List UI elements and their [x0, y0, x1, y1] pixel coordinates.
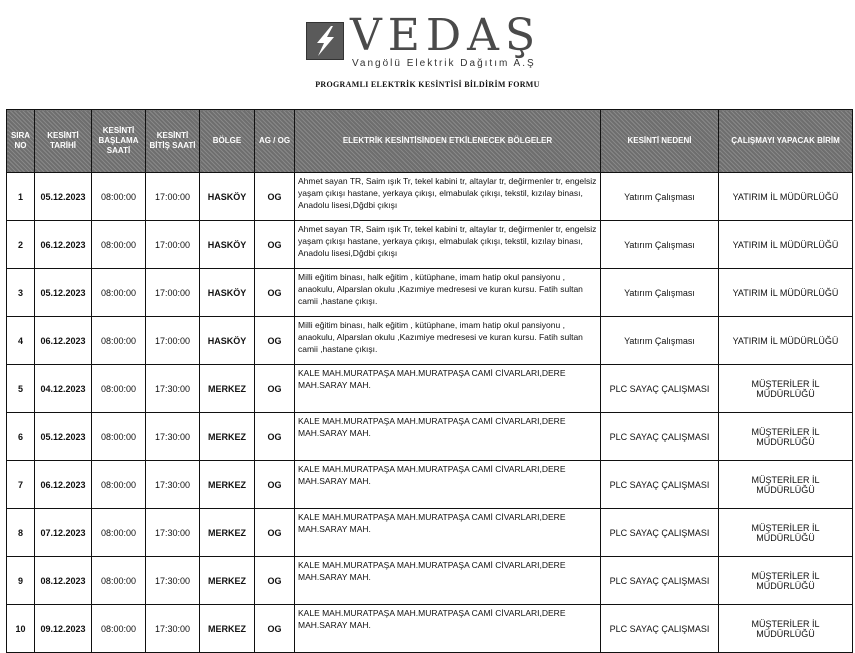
end-time-cell: 17:30:00	[146, 413, 200, 461]
outage-reason-cell: PLC SAYAÇ ÇALIŞMASI	[601, 461, 719, 509]
end-time-cell: 17:00:00	[146, 317, 200, 365]
region-cell: HASKÖY	[200, 221, 255, 269]
start-time-cell: 08:00:00	[92, 317, 146, 365]
outage-date-cell: 07.12.2023	[35, 509, 92, 557]
row-number-cell: 6	[7, 413, 35, 461]
header-areas: ELEKTRİK KESİNTİSİNDEN ETKİLENECEK BÖLGELER	[295, 110, 601, 173]
outage-date-cell: 09.12.2023	[35, 605, 92, 653]
outage-date-cell: 08.12.2023	[35, 557, 92, 605]
voltage-level-cell: OG	[255, 365, 295, 413]
table-row	[7, 557, 853, 605]
end-time-cell: 17:30:00	[146, 509, 200, 557]
voltage-level-cell: OG	[255, 413, 295, 461]
responsible-unit-cell: MÜŞTERİLER İL MÜDÜRLÜĞÜ	[719, 365, 853, 413]
start-time-cell: 08:00:00	[92, 509, 146, 557]
outage-date-cell: 05.12.2023	[35, 413, 92, 461]
table-row	[7, 413, 853, 461]
start-time-cell: 08:00:00	[92, 413, 146, 461]
start-time-cell: 08:00:00	[92, 365, 146, 413]
row-number-cell: 8	[7, 509, 35, 557]
table-row	[7, 269, 853, 317]
row-number-cell: 1	[7, 173, 35, 221]
region-cell: MERKEZ	[200, 557, 255, 605]
end-time-cell: 17:00:00	[146, 269, 200, 317]
region-cell: HASKÖY	[200, 173, 255, 221]
header-end: KESİNTİ BİTİŞ SAATİ	[146, 110, 200, 173]
outage-date-cell: 04.12.2023	[35, 365, 92, 413]
affected-areas-cell: KALE MAH.MURATPAŞA MAH.MURATPAŞA CAMİ CİVARLARI,DERE MAH.SARAY MAH.	[295, 557, 601, 605]
responsible-unit-cell: YATIRIM İL MÜDÜRLÜĞÜ	[719, 317, 853, 365]
region-cell: MERKEZ	[200, 461, 255, 509]
affected-areas-cell: Milli eğitim binası, halk eğitim , kütüphane, imam hatip okul pansiyonu , anaokulu, Alparslan okulu ,Kazımiye medresesi ve kuran kursu. Fatih sultan camii ,hastane çıkışı.	[295, 269, 601, 317]
voltage-level-cell: OG	[255, 221, 295, 269]
voltage-level-cell: OG	[255, 461, 295, 509]
row-number-cell: 2	[7, 221, 35, 269]
outage-date-cell: 06.12.2023	[35, 221, 92, 269]
header-reason: KESİNTİ NEDENİ	[601, 110, 719, 173]
table-row	[7, 221, 853, 269]
affected-areas-cell: KALE MAH.MURATPAŞA MAH.MURATPAŞA CAMİ CİVARLARI,DERE MAH.SARAY MAH.	[295, 461, 601, 509]
header-no: SIRA NO	[7, 110, 35, 173]
row-number-cell: 5	[7, 365, 35, 413]
brand-name: VEDAŞ	[350, 10, 542, 61]
region-cell: MERKEZ	[200, 413, 255, 461]
outage-date-cell: 06.12.2023	[35, 317, 92, 365]
voltage-level-cell: OG	[255, 605, 295, 653]
header-unit: ÇALIŞMAYI YAPACAK BİRİM	[719, 110, 853, 173]
affected-areas-cell: Milli eğitim binası, halk eğitim , kütüphane, imam hatip okul pansiyonu , anaokulu, Alparslan okulu ,Kazımiye medresesi ve kuran kursu. Fatih sultan camii ,hastane çıkışı.	[295, 317, 601, 365]
row-number-cell: 10	[7, 605, 35, 653]
responsible-unit-cell: YATIRIM İL MÜDÜRLÜĞÜ	[719, 173, 853, 221]
row-number-cell: 7	[7, 461, 35, 509]
outage-date-cell: 06.12.2023	[35, 461, 92, 509]
start-time-cell: 08:00:00	[92, 461, 146, 509]
voltage-level-cell: OG	[255, 269, 295, 317]
voltage-level-cell: OG	[255, 509, 295, 557]
row-number-cell: 4	[7, 317, 35, 365]
responsible-unit-cell: YATIRIM İL MÜDÜRLÜĞÜ	[719, 269, 853, 317]
table-header-row	[7, 110, 853, 173]
start-time-cell: 08:00:00	[92, 557, 146, 605]
responsible-unit-cell: MÜŞTERİLER İL MÜDÜRLÜĞÜ	[719, 461, 853, 509]
table-row	[7, 509, 853, 557]
end-time-cell: 17:30:00	[146, 605, 200, 653]
region-cell: MERKEZ	[200, 509, 255, 557]
responsible-unit-cell: MÜŞTERİLER İL MÜDÜRLÜĞÜ	[719, 413, 853, 461]
end-time-cell: 17:30:00	[146, 365, 200, 413]
affected-areas-cell: Ahmet sayan TR, Saim ışık Tr, tekel kabini tr, altaylar tr, değirmenler tr, engelsiz yaşam çıkışı hastane, yerkaya çıkışı, elmabulak çıkışı, tekstil, kızılay binası, Anadolu lisesi,Dğdbi çıkışı	[295, 221, 601, 269]
form-title: PROGRAMLI ELEKTRİK KESİNTİSİ BİLDİRİM FORMU	[315, 80, 540, 89]
end-time-cell: 17:00:00	[146, 221, 200, 269]
start-time-cell: 08:00:00	[92, 269, 146, 317]
document-header	[0, 0, 855, 108]
table-row	[7, 365, 853, 413]
affected-areas-cell: Ahmet sayan TR, Saim ışık Tr, tekel kabini tr, altaylar tr, değirmenler tr, engelsiz yaşam çıkışı hastane, yerkaya çıkışı, elmabulak çıkışı, tekstil, kızılay binası, Anadolu lisesi,Dğdbi çıkışı	[295, 173, 601, 221]
table-row	[7, 173, 853, 221]
affected-areas-cell: KALE MAH.MURATPAŞA MAH.MURATPAŞA CAMİ CİVARLARI,DERE MAH.SARAY MAH.	[295, 365, 601, 413]
region-cell: HASKÖY	[200, 317, 255, 365]
voltage-level-cell: OG	[255, 557, 295, 605]
region-cell: MERKEZ	[200, 365, 255, 413]
voltage-level-cell: OG	[255, 317, 295, 365]
region-cell: MERKEZ	[200, 605, 255, 653]
outage-reason-cell: PLC SAYAÇ ÇALIŞMASI	[601, 509, 719, 557]
brand-subtitle: Vangölü Elektrik Dağıtım A.Ş	[352, 58, 536, 69]
affected-areas-cell: KALE MAH.MURATPAŞA MAH.MURATPAŞA CAMİ CİVARLARI,DERE MAH.SARAY MAH.	[295, 509, 601, 557]
lightning-bolt-icon	[306, 22, 344, 60]
affected-areas-cell: KALE MAH.MURATPAŞA MAH.MURATPAŞA CAMİ CİVARLARI,DERE MAH.SARAY MAH.	[295, 413, 601, 461]
outage-reason-cell: Yatırım Çalışması	[601, 269, 719, 317]
header-date: KESİNTİ TARİHİ	[35, 110, 92, 173]
outage-reason-cell: PLC SAYAÇ ÇALIŞMASI	[601, 365, 719, 413]
header-region: BÖLGE	[200, 110, 255, 173]
responsible-unit-cell: MÜŞTERİLER İL MÜDÜRLÜĞÜ	[719, 605, 853, 653]
end-time-cell: 17:30:00	[146, 557, 200, 605]
table-row	[7, 605, 853, 653]
row-number-cell: 3	[7, 269, 35, 317]
outage-date-cell: 05.12.2023	[35, 269, 92, 317]
outage-table	[6, 109, 853, 653]
row-number-cell: 9	[7, 557, 35, 605]
outage-reason-cell: Yatırım Çalışması	[601, 173, 719, 221]
outage-reason-cell: PLC SAYAÇ ÇALIŞMASI	[601, 605, 719, 653]
voltage-level-cell: OG	[255, 173, 295, 221]
table-row	[7, 461, 853, 509]
responsible-unit-cell: MÜŞTERİLER İL MÜDÜRLÜĞÜ	[719, 557, 853, 605]
outage-reason-cell: PLC SAYAÇ ÇALIŞMASI	[601, 557, 719, 605]
affected-areas-cell: KALE MAH.MURATPAŞA MAH.MURATPAŞA CAMİ CİVARLARI,DERE MAH.SARAY MAH.	[295, 605, 601, 653]
start-time-cell: 08:00:00	[92, 173, 146, 221]
end-time-cell: 17:00:00	[146, 173, 200, 221]
outage-reason-cell: Yatırım Çalışması	[601, 221, 719, 269]
outage-date-cell: 05.12.2023	[35, 173, 92, 221]
start-time-cell: 08:00:00	[92, 221, 146, 269]
responsible-unit-cell: YATIRIM İL MÜDÜRLÜĞÜ	[719, 221, 853, 269]
header-level: AG / OG	[255, 110, 295, 173]
table-row	[7, 317, 853, 365]
responsible-unit-cell: MÜŞTERİLER İL MÜDÜRLÜĞÜ	[719, 509, 853, 557]
outage-reason-cell: Yatırım Çalışması	[601, 317, 719, 365]
outage-reason-cell: PLC SAYAÇ ÇALIŞMASI	[601, 413, 719, 461]
end-time-cell: 17:30:00	[146, 461, 200, 509]
header-start: KESİNTİ BAŞLAMA SAATİ	[92, 110, 146, 173]
region-cell: HASKÖY	[200, 269, 255, 317]
start-time-cell: 08:00:00	[92, 605, 146, 653]
